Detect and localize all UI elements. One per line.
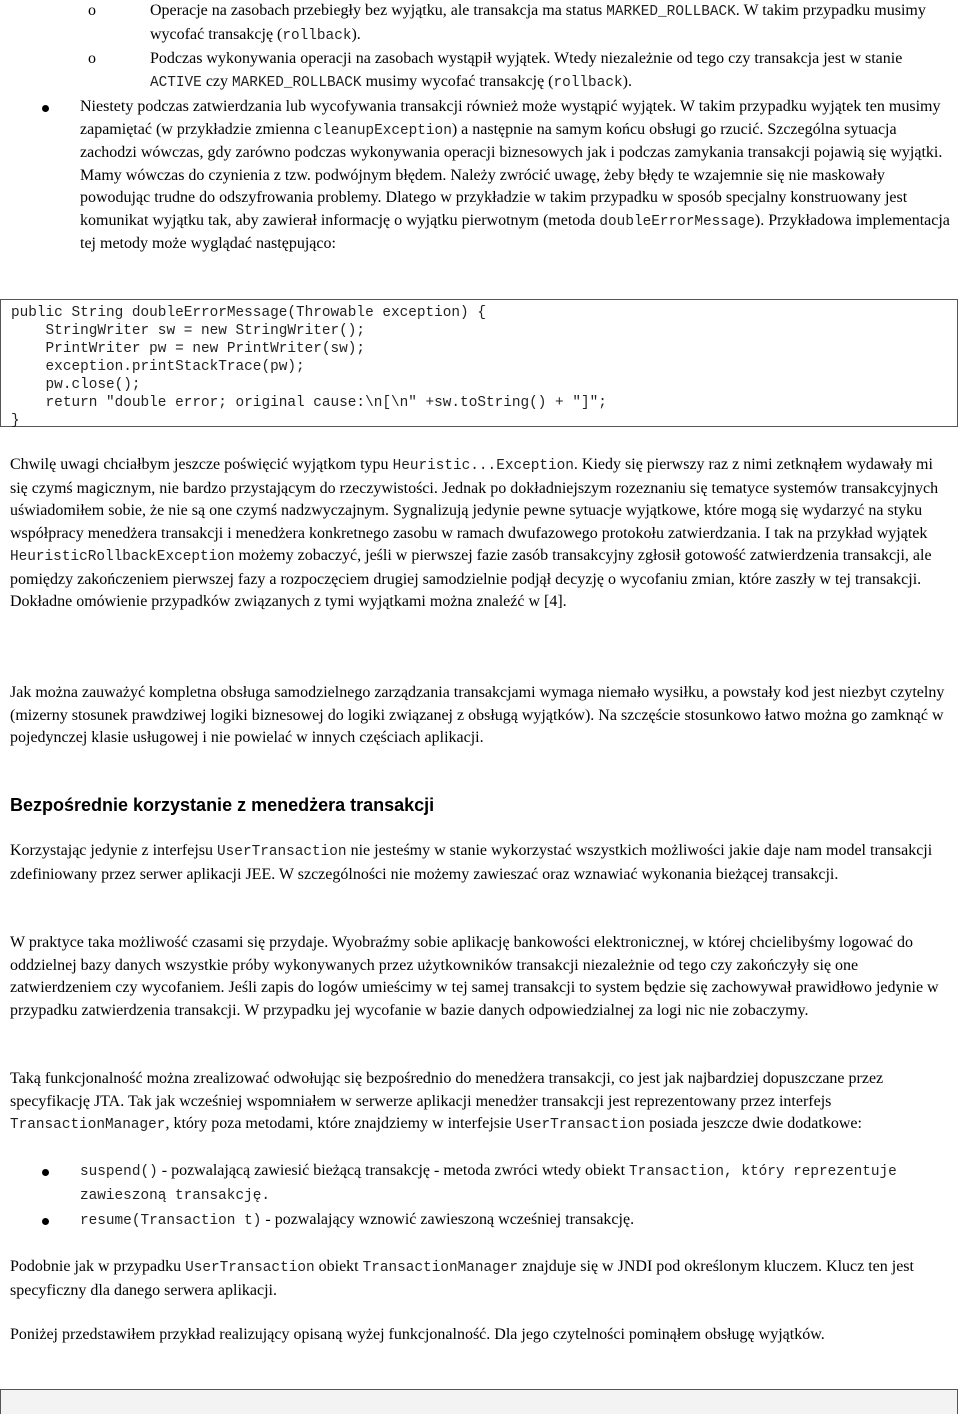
- code-line: exception.printStackTrace(pw);: [11, 359, 305, 375]
- inline-code: TransactionManager: [362, 1260, 519, 1276]
- inline-code: UserTransaction: [185, 1260, 315, 1276]
- code-line: public String doubleErrorMessage(Throwable exception) {: [11, 305, 486, 321]
- text-run: musimy wycofać transakcję (: [361, 72, 554, 90]
- list-item-text: [80, 1209, 950, 1233]
- code-line: StringWriter sw = new StringWriter();: [11, 323, 366, 339]
- inline-code: Transaction, który reprezentuje zawieszoną transakcję.: [80, 1164, 897, 1204]
- text-run: obiekt: [314, 1258, 363, 1275]
- code-block: [0, 299, 958, 427]
- text-run: ).: [622, 72, 632, 90]
- inline-code: resume(Transaction t): [80, 1213, 262, 1229]
- text-run: ).: [351, 25, 361, 43]
- list-item-text: [150, 0, 950, 47]
- text-run: - pozwalający wznowić zawieszoną wcześniej transakcję.: [261, 1211, 635, 1228]
- text-run: Chwilę uwagi chciałbym jeszcze poświęcić wyjątkom typu: [10, 456, 393, 473]
- text-run: . W takim przypadku musimy wycofać transakcję (: [150, 2, 926, 43]
- paragraph-heuristic: [10, 454, 950, 614]
- inline-code: HeuristicRollbackException: [10, 549, 235, 565]
- paragraph-jta: [10, 1068, 950, 1137]
- text-run: Poniżej przedstawiłem przykład realizujący opisaną wyżej funkcjonalność. Dla jego czytelności pominąłem obsługę wyjątków.: [10, 1326, 825, 1343]
- paragraph-practice: [10, 932, 950, 1022]
- inline-code: TransactionManager: [10, 1117, 166, 1133]
- text-run: - pozwalającą zawiesić bieżącą transakcję - metoda zwróci wtedy obiekt: [157, 1162, 630, 1179]
- text-run: Taką funkcjonalność można zrealizować odwołując się bezpośrednio do menedżera transakcji, co jest jak najbardziej dopuszczane przez specyfikację JTA. Tak jak wcześniej wspomniałem w serwerze aplikacji menedżer transakcji jest reprezentowany przez interfejs: [10, 1070, 884, 1110]
- list-item: [88, 48, 950, 94]
- text-run: W praktyce taka możliwość czasami się przydaje. Wyobraźmy sobie aplikację bankowości elektronicznej, w której chcielibyśmy logować do oddzielnej bazy danych wszystkie próby wykonywanych przez użytkowników transakcji niezależnie od tego czy zakończyły się one zatwierdzeniem czy wycofaniem. Jeśli zapis do logów umieścimy w tej samej transakcji to system będzie się zachowywał prawidłowo jedynie w przypadku zatwierdzenia transakcji. W przypadku jej wycofanie w bazie danych odpowiedzialnej za logi nic nie zobaczymy.: [10, 934, 939, 1019]
- circle-bullet-icon: o: [88, 50, 96, 67]
- text-run: . Kiedy się pierwszy raz z nimi zetknąłem wydawały mi się czymś magicznym, nie bardzo przystającym do rzeczywistości. Jednak po dokładniejszym rozeznaniu się tematyce systemów transakcyjnych uświadomiłem sobie, że nie są one czymś nadzwyczajnym. Sygnalizują jedynie pewne sytuacje wyjątkowe, które mogą się wydarzyć na styku współpracy menedżera transakcji i menedżera konkretnego zasobu w ramach dwufazowego protokołu zatwierdzania. I tak na przykład wyjątek: [10, 456, 939, 542]
- inline-code: rollback: [553, 74, 623, 91]
- inline-code: suspend(): [80, 1164, 158, 1180]
- paragraph-complete-handling: [10, 682, 950, 750]
- paragraph-jndi: [10, 1256, 950, 1302]
- text-run: możemy zobaczyć, jeśli w pierwszej fazie zasób transakcyjny zgłosił gotowość zatwierdzenia transakcji, ale pomiędzy zakończeniem pierwszej fazy a rozpoczęciem drugiej samodzielnie podjął decyzję o wycofaniu zmian, które zaszły w tej transakcji. Dokładne omówienie przypadków związanych z tymi wyjątkami można znaleźć w [4].: [10, 547, 932, 610]
- list-item: [88, 0, 950, 47]
- bullet-icon: [42, 1169, 49, 1176]
- code-block-start: [0, 1389, 958, 1414]
- text-run: znajduje się w JNDI pod określonym kluczem. Klucz ten jest specyficzny dla danego serwera aplikacji.: [10, 1258, 914, 1299]
- text-run: posiada jeszcze dwie dodatkowe:: [645, 1115, 862, 1132]
- text-run: Operacje na zasobach przebiegły bez wyjątku, ale transakcja ma status: [150, 2, 607, 19]
- inline-code: Heuristic...Exception: [392, 458, 574, 474]
- code-line: }: [11, 413, 20, 429]
- list-item-text: [80, 1160, 950, 1207]
- code-line: pw.close();: [11, 377, 141, 393]
- text-run: czy: [201, 72, 233, 90]
- inline-code: cleanupException: [313, 122, 452, 139]
- inline-code: doubleErrorMessage: [599, 213, 755, 230]
- inline-code: UserTransaction: [217, 844, 347, 860]
- inline-code: rollback: [282, 27, 352, 44]
- inline-code: ACTIVE: [150, 74, 202, 91]
- list-item-text: [150, 48, 950, 94]
- list-item: [80, 1209, 950, 1233]
- inline-code: MARKED_ROLLBACK: [606, 4, 736, 20]
- list-item: [80, 1160, 950, 1207]
- text-run: Niestety podczas zatwierdzania lub wycofywania transakcji również może wystąpić wyjątek. W takim przypadku wyjątek ten musimy zapamiętać (w przykładzie zmienna: [80, 98, 941, 138]
- inline-code: UserTransaction: [515, 1117, 646, 1133]
- text-run: Podczas wykonywania operacji na zasobach wystąpił wyjątek. Wtedy niezależnie od tego czy transakcja jest w stanie: [150, 50, 903, 67]
- list-item-text: [80, 96, 950, 256]
- paragraph-usertransaction: [10, 840, 950, 886]
- text-run: ) a następnie na samym końcu obsługi go rzucić. Szczególna sytuacja zachodzi wówczas, gdy zarówno podczas wykonywania operacji biznesowych jak i podczas zamykania transakcji pojawią się wyjątki. Mamy wówczas do czynienia z tzw. podwójnym błędem. Należy zwrócić uwagę, żeby błędy te wzajemnie się nie maskowały powodując trudne do odszyfrowania problemy. Dlatego w przykładzie w takim przypadku w sposób specjalny konstruowany jest komunikat wyjątku tak, aby zawierał informację o wyjątku pierwotnym (metoda: [80, 120, 943, 229]
- section-heading: Bezpośrednie korzystanie z menedżera transakcji: [10, 795, 435, 815]
- text-run: Podobnie jak w przypadku: [10, 1258, 186, 1275]
- bullet-icon: [42, 105, 49, 112]
- text-run: , który poza metodami, które znajdziemy w interfejsie: [165, 1115, 516, 1132]
- list-item: [80, 96, 950, 256]
- paragraph-example-intro: [10, 1324, 950, 1347]
- text-run: nie jesteśmy w stanie wykorzystać wszystkich możliwości jakie daje nam model transakcji zdefiniowany przez serwer aplikacji JEE. W szczególności nie możemy zawieszać oraz wznawiać wykonania bieżącej transakcji.: [10, 842, 933, 883]
- text-run: Korzystając jedynie z interfejsu: [10, 842, 218, 859]
- bullet-icon: [42, 1218, 49, 1225]
- inline-code: MARKED_ROLLBACK: [232, 74, 362, 91]
- circle-bullet-icon: o: [88, 2, 96, 19]
- text-run: Jak można zauważyć kompletna obsługa samodzielnego zarządzania transakcjami wymaga niemało wysiłku, a powstały kod jest niezbyt czytelny (mizerny stosunek prawdziwej logiki biznesowej do logiki związanej z obsługą wyjątków). Na szczęście stosunkowo łatwo można go zamknąć w pojedynczej klasie usługowej i nie powielać w innych częściach aplikacji.: [10, 684, 945, 746]
- code-line: return "double error; original cause:\n[\n" +sw.toString() + "]";: [11, 395, 607, 411]
- text-run: ). Przykładowa implementacja tej metody może wyglądać następująco:: [80, 211, 950, 252]
- code-line: PrintWriter pw = new PrintWriter(sw);: [11, 341, 366, 357]
